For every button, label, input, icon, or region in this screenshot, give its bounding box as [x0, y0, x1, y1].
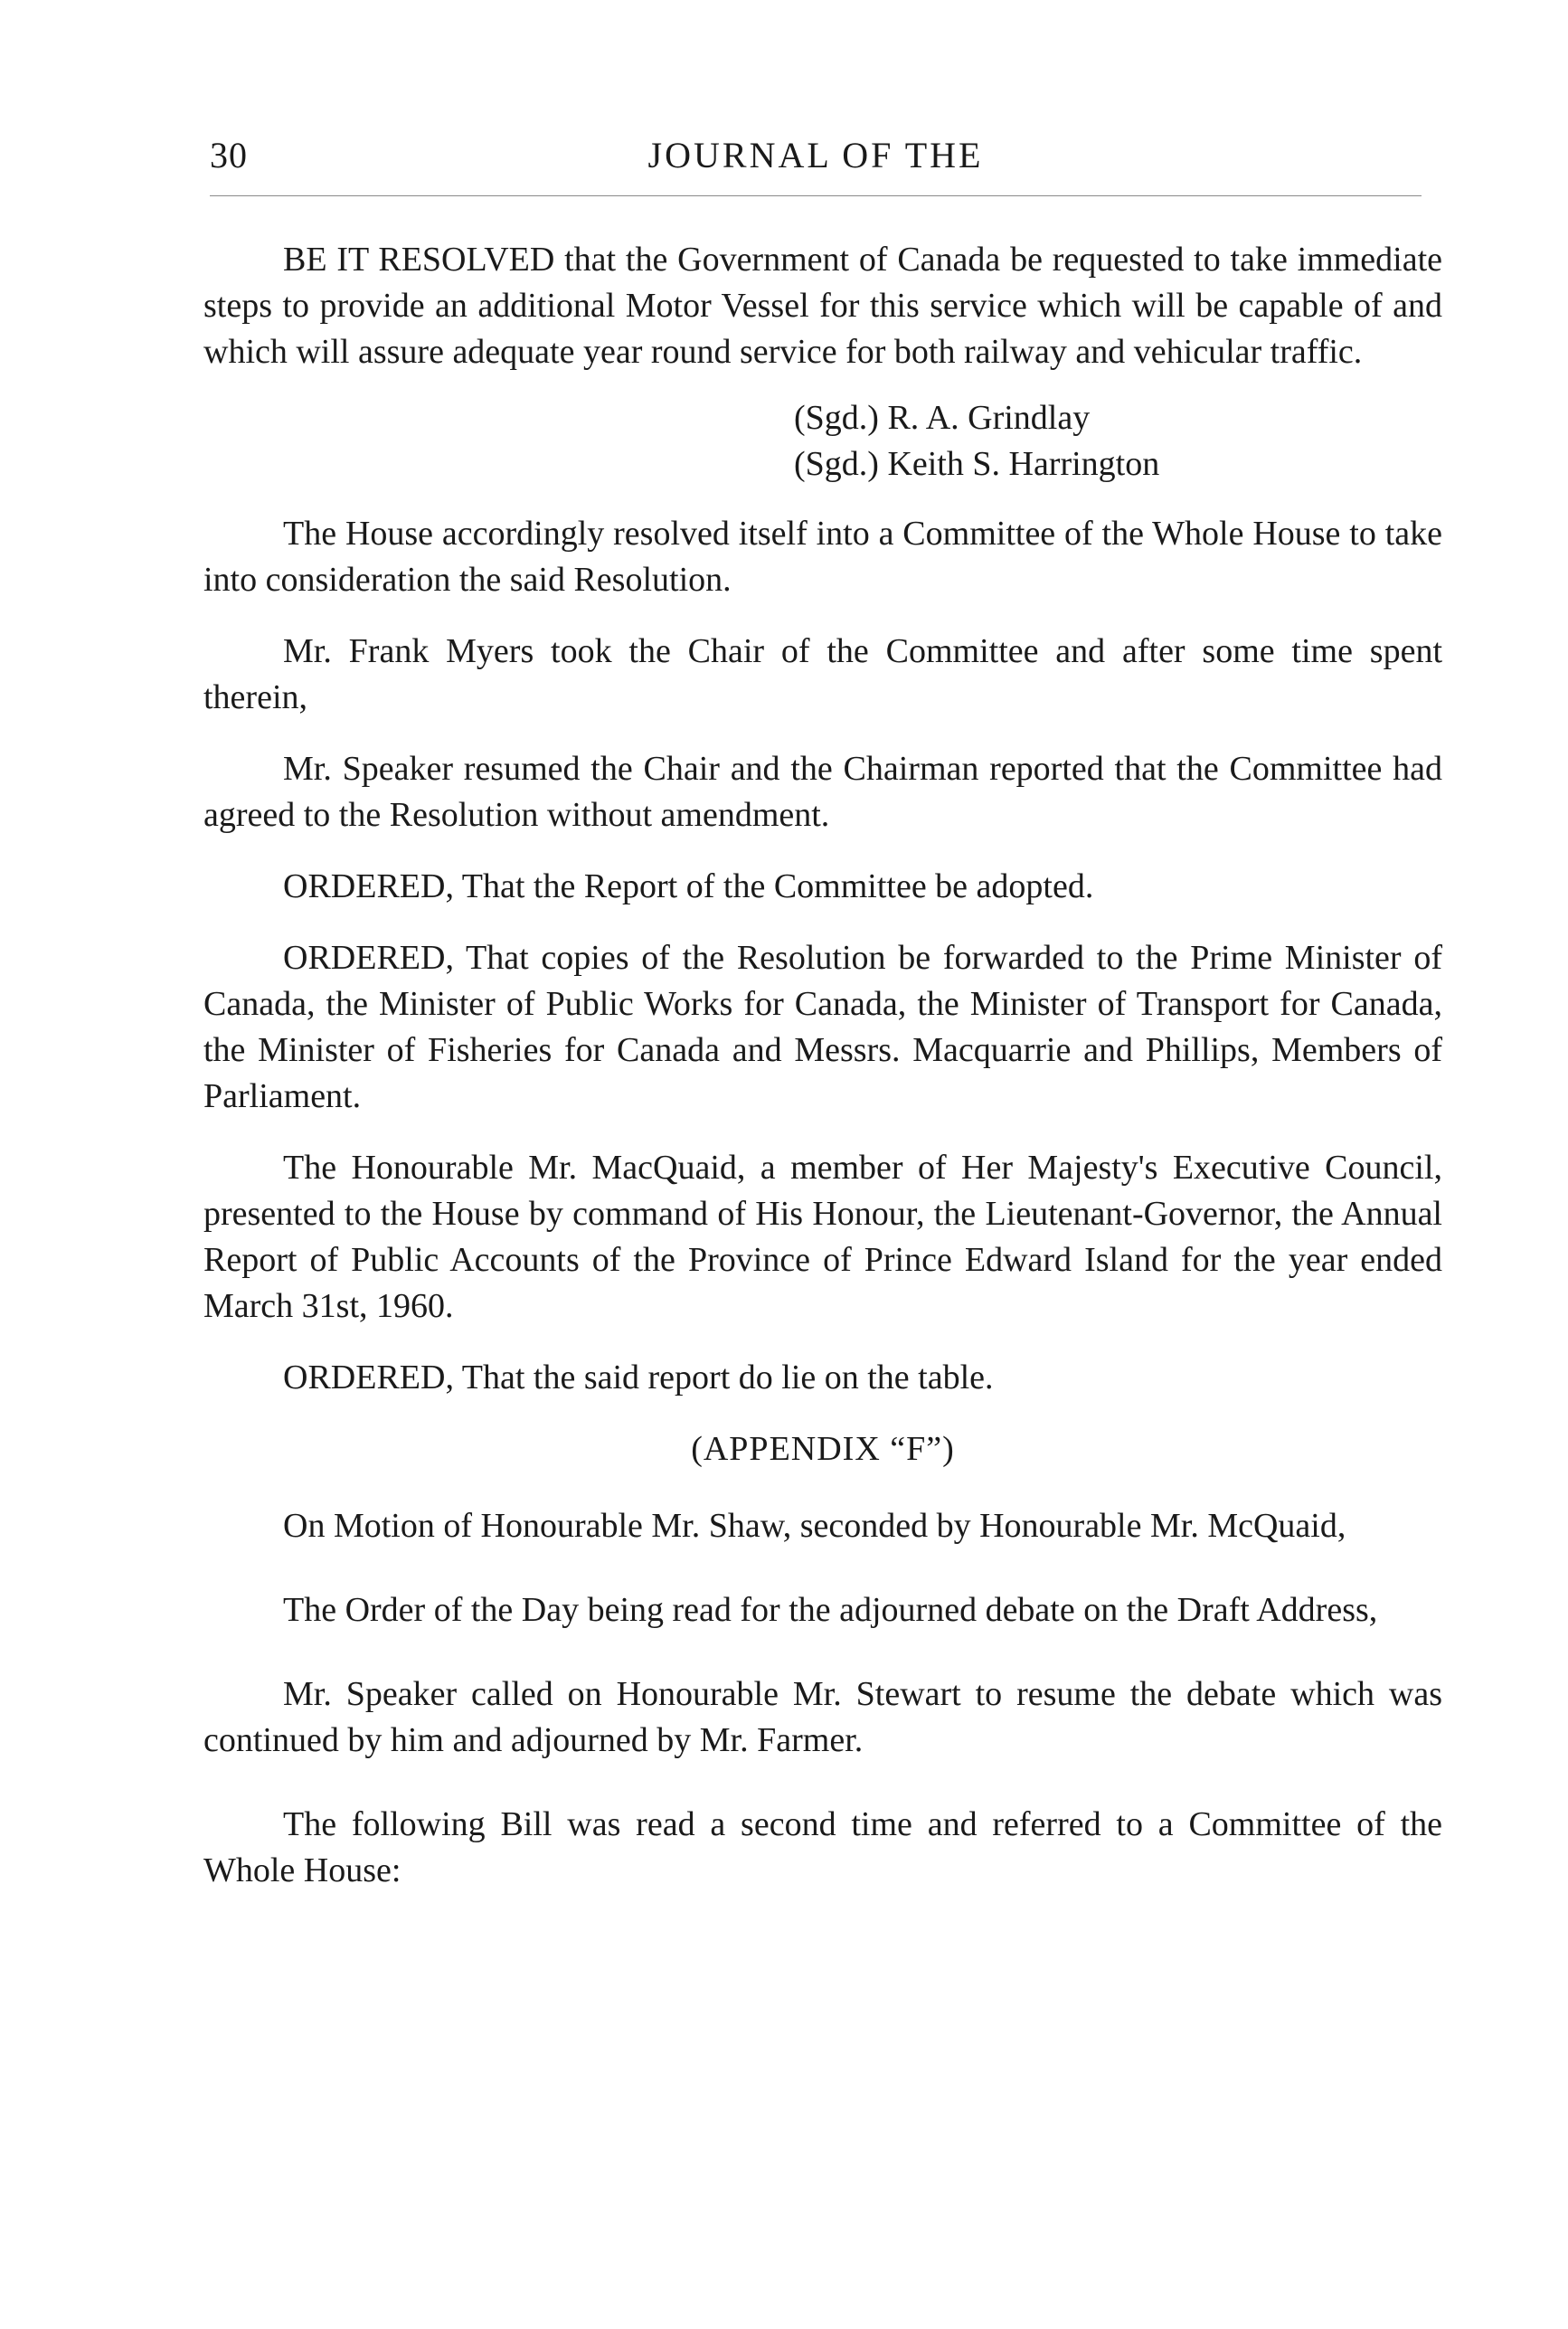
ordered-copies-forwarded: ORDERED, That copies of the Resolution be forwarded to the Prime Minister of Canada, the Minister of Public Works for Canada, the Minister of Transport for Canada, the Minister of Fisheries for Canada and Messrs. Macquarrie and Phillips, Members of Parliament. — [203, 939, 1442, 1115]
debate-paragraph: Mr. Speaker called on Honourable Mr. Stewart to resume the debate which was continued by him and adjourned by Mr. Farmer. — [203, 1675, 1442, 1759]
committee-of-whole-paragraph: The House accordingly resolved itself into a Committee of the Whole House to take into consideration the said Resolution. — [203, 515, 1442, 599]
page-number: 30 — [210, 135, 248, 175]
ordered-lie-on-table: ORDERED, That the said report do lie on the table. — [283, 1359, 994, 1396]
order-of-day-paragraph: The Order of the Day being read for the adjourned debate on the Draft Address, — [283, 1591, 1378, 1629]
speaker-resumed-paragraph: Mr. Speaker resumed the Chair and the Chairman reported that the Committee had agreed to the Resolution without amendment. — [203, 750, 1442, 834]
chair-paragraph: Mr. Frank Myers took the Chair of the Committee and after some time spent therein, — [203, 632, 1442, 716]
header-rule — [210, 195, 1422, 196]
signature-block — [203, 395, 1442, 488]
public-accounts-paragraph: The Honourable Mr. MacQuaid, a member of Her Majesty's Executive Council, presented to the House by command of His Honour, the Lieutenant-Governor, the Annual Report of Public Accounts of the Province of Prince Edward Island for the year ended March 31st, 1960. — [203, 1149, 1442, 1325]
journal-body — [203, 237, 1442, 1919]
signature-line: (Sgd.) Keith S. Harrington — [794, 445, 1160, 483]
motion-paragraph: On Motion of Honourable Mr. Shaw, seconded by Honourable Mr. McQuaid, — [283, 1507, 1346, 1545]
running-title: JOURNAL OF THE — [647, 135, 984, 175]
ordered-report-adopted: ORDERED, That the Report of the Committee be adopted. — [283, 867, 1094, 905]
signature-line: (Sgd.) R. A. Grindlay — [794, 399, 1091, 437]
bill-referred-paragraph: The following Bill was read a second time and referred to a Committee of the Whole House: — [203, 1805, 1442, 1889]
resolution-paragraph: BE IT RESOLVED that the Government of Canada be requested to take immediate steps to provide an additional Motor Vessel for this service which will be capable of and which will assure adequate year round service for both railway and vehicular traffic. — [203, 241, 1442, 371]
appendix-heading: (APPENDIX “F”) — [691, 1430, 955, 1468]
page-header — [210, 134, 1422, 188]
